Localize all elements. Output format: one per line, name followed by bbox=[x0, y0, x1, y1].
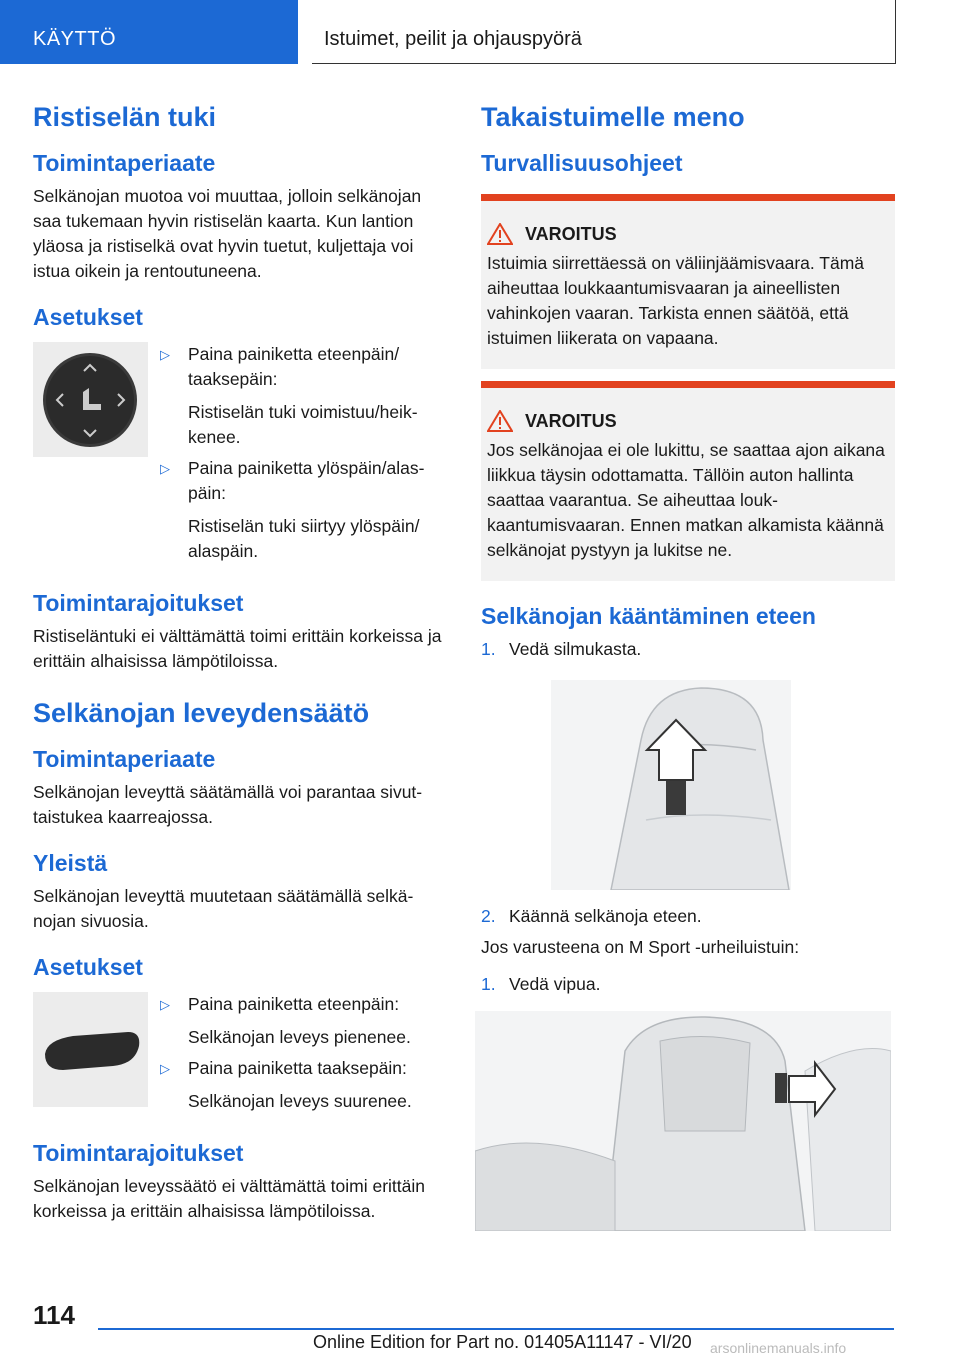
heading-limitations: Toimintarajoitukset bbox=[33, 590, 244, 616]
paragraph: Selkänojan leveyssäätö ei välttämättä toimi erittäin korkeissa ja erittäin alhaisissa lämpötiloissa. bbox=[33, 1176, 426, 1221]
paragraph: Selkänojan leveyttä muutetaan säätämällä selkänojan sivuosia. bbox=[33, 886, 414, 931]
paragraph: Ristiseläntuki ei välttämättä toimi erittäin korkeissa ja erittäin alhaisissa lämpötiloissa. bbox=[33, 626, 442, 671]
sport-seat-illustration bbox=[475, 1011, 891, 1231]
step-item: 2. Käännä selkänoja eteen. bbox=[481, 906, 702, 926]
list-item: ▷ Paina painiketta ylöspäin/alaspäin: Ristiselän tuki siirtyy ylöspäin/ alaspäin. bbox=[160, 456, 448, 564]
heading-rear-access: Takaistuimelle meno bbox=[481, 102, 745, 132]
page-number: 114 bbox=[33, 1300, 75, 1330]
step-item: 1. Vedä vipua. bbox=[481, 974, 601, 994]
chapter-title: Istuimet, peilit ja ohjauspyörä bbox=[324, 28, 582, 50]
heading-principle: Toimintaperiaate bbox=[33, 746, 216, 772]
heading-general: Yleistä bbox=[33, 850, 108, 876]
warning-box bbox=[481, 194, 895, 369]
left-column bbox=[33, 100, 448, 1224]
paragraph: Jos varusteena on M Sport -urheiluistuin: bbox=[481, 937, 800, 957]
list-item: ▷ Paina painiketta eteenpäin/ taaksepäin: Ristiselän tuki voimistuu/heikkenee. bbox=[160, 342, 448, 450]
paragraph: Selkänojan muotoa voi muuttaa, jolloin selkänojan saa tukemaan hyvin ristiselän kaarta. Kun lantion yläosa ja ristiselkä ovat hyvin tuetut, kuljettaja voi istua oikein ja rentoutuneena. bbox=[33, 186, 422, 281]
lumbar-settings bbox=[33, 342, 448, 570]
warning-title: VAROITUS bbox=[525, 410, 617, 431]
edition-text: Online Edition for Part no. 01405A11147 - VI/20 bbox=[313, 1332, 692, 1352]
footer-divider bbox=[98, 1328, 894, 1330]
list-item: ▷ Paina painiketta eteenpäin: Selkänojan leveys pienenee. bbox=[160, 992, 448, 1050]
width-switch-image bbox=[33, 992, 148, 1107]
heading-principle: Toimintaperiaate bbox=[33, 150, 216, 176]
triangle-bullet-icon: ▷ bbox=[160, 461, 170, 476]
right-column bbox=[481, 100, 895, 1231]
heading-settings: Asetukset bbox=[33, 954, 143, 980]
heading-width-adjust: Selkänojan leveydensäätö bbox=[33, 698, 370, 728]
seat-loop-illustration bbox=[551, 680, 791, 890]
section-title: KÄYTTÖ bbox=[33, 28, 117, 50]
warning-triangle-icon bbox=[487, 410, 513, 432]
heading-safety: Turvallisuusohjeet bbox=[481, 150, 683, 176]
warning-text: Jos selkänojaa ei ole lukittu, se saattaa ajon aikana liikkua täysin odottamatta. Tällöin auton hallinta saattaa vaarantua. Se aiheuttaa loukkaantumisvaaran. Ennen matkan alkamista käännä selkänojat pystyyn ja lukitse ne. bbox=[487, 440, 885, 560]
heading-settings: Asetukset bbox=[33, 304, 143, 330]
triangle-bullet-icon: ▷ bbox=[160, 347, 170, 362]
step-item: 1. Vedä silmukasta. bbox=[481, 639, 642, 659]
heading-fold-backrest: Selkänojan kääntäminen eteen bbox=[481, 603, 816, 629]
heading-lumbar-support: Ristiselän tuki bbox=[33, 102, 217, 132]
triangle-bullet-icon: ▷ bbox=[160, 1061, 170, 1076]
warning-text: Istuimia siirrettäessä on väliinjäämisvaara. Tämä aiheuttaa loukkaantumisvaaran ja aineellisten vahinkojen vaaran. Tarkista ennen säätöä, että istuimen liikerata on vapaana. bbox=[487, 253, 865, 348]
list-item: ▷ Paina painiketta taaksepäin: Selkänojan leveys suurenee. bbox=[160, 1056, 448, 1114]
heading-limitations: Toimintarajoitukset bbox=[33, 1140, 244, 1166]
section-tab bbox=[0, 0, 298, 64]
warning-title: VAROITUS bbox=[525, 223, 617, 244]
chapter-header bbox=[312, 0, 896, 64]
warning-box bbox=[481, 381, 895, 581]
paragraph: Selkänojan leveyttä säätämällä voi parantaa sivuttaistukea kaarreajossa. bbox=[33, 782, 423, 827]
triangle-bullet-icon: ▷ bbox=[160, 997, 170, 1012]
width-settings bbox=[33, 992, 448, 1120]
warning-triangle-icon bbox=[487, 223, 513, 245]
lumbar-switch-image bbox=[33, 342, 148, 457]
watermark-text: arsonlinemanuals.info bbox=[710, 1340, 847, 1356]
